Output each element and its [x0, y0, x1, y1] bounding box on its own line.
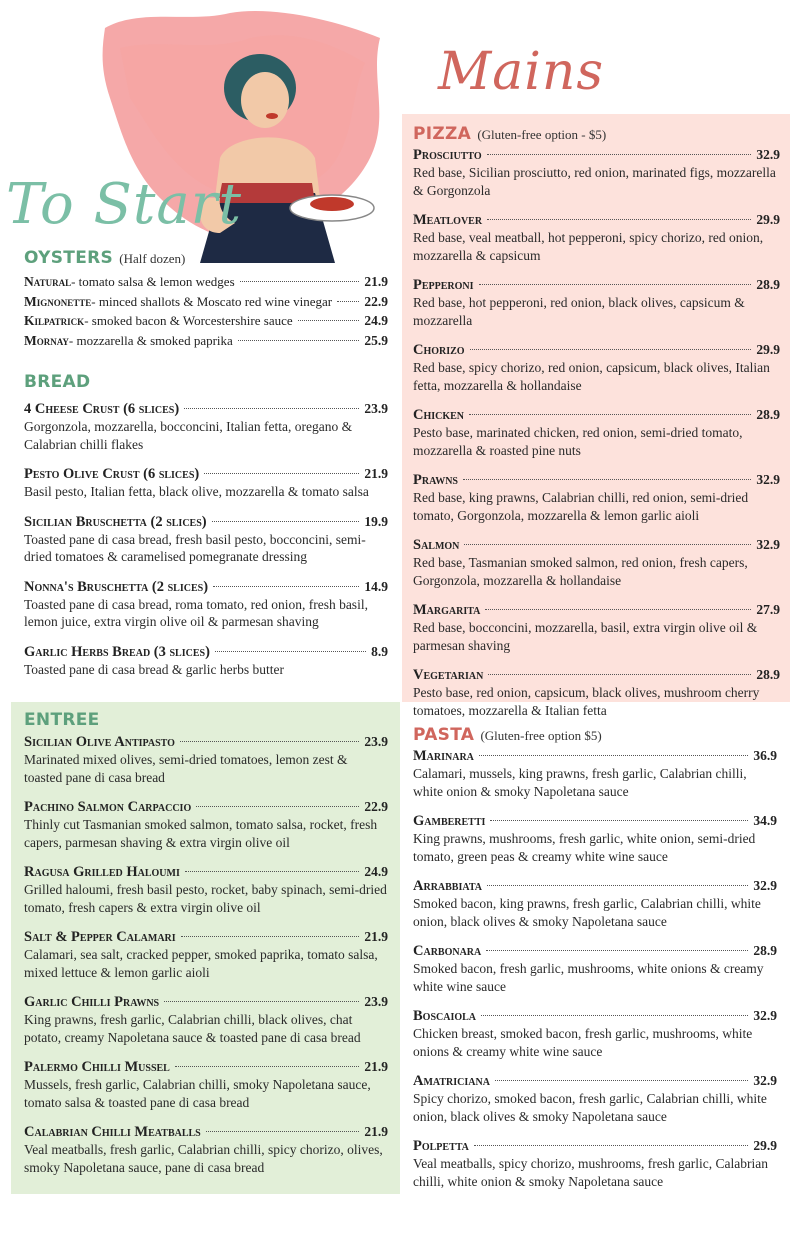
- menu-item-description: Red base, Tasmanian smoked salmon, red onion, fresh capers, Gorgonzola, mozzarella & hollandaise: [413, 555, 748, 588]
- menu-item-name: Boscaiola: [413, 1008, 477, 1024]
- menu-item-line: [413, 211, 780, 229]
- oysters-list: [24, 272, 388, 350]
- leader-dots: [487, 154, 752, 155]
- menu-item: [24, 993, 388, 1046]
- leader-dots: [479, 755, 748, 756]
- entree-panel: [11, 702, 400, 1194]
- menu-item-price: 32.9: [753, 1073, 777, 1088]
- menu-item: [413, 471, 780, 524]
- menu-item-line: [24, 513, 388, 531]
- menu-item-price: 21.9: [364, 1059, 388, 1074]
- menu-item-price: 27.9: [756, 602, 780, 617]
- menu-item-price: 34.9: [753, 813, 777, 828]
- menu-item-name: Nonna's Bruschetta (2 slices): [24, 578, 209, 595]
- leader-dots: [164, 1001, 359, 1002]
- menu-item: [413, 406, 780, 459]
- menu-item-price: 23.9: [364, 401, 388, 416]
- oyster-description: - mozzarella & smoked paprika: [68, 332, 233, 348]
- oysters-heading-text: OYSTERS: [24, 248, 114, 268]
- menu-item-price: 22.9: [364, 799, 388, 814]
- menu-item-description: Veal meatballs, fresh garlic, Calabrian chilli, spicy chorizo, olives, smoky Napoletana sauce, pane di casa bread: [24, 1142, 383, 1175]
- menu-item-line: [413, 1072, 777, 1090]
- leader-dots: [298, 320, 360, 321]
- menu-item: [413, 812, 777, 865]
- menu-item-name: Palermo Chilli Mussel: [24, 1059, 170, 1075]
- menu-item: [24, 400, 388, 453]
- pasta-heading: [413, 725, 777, 745]
- menu-item-name: Sicilian Olive Antipasto: [24, 734, 175, 750]
- oyster-item: [24, 311, 388, 331]
- oyster-price: 22.9: [364, 293, 388, 309]
- leader-dots: [490, 820, 748, 821]
- menu-item-line: [413, 601, 780, 619]
- oyster-name: Mornay: [24, 332, 69, 348]
- menu-item-line: [413, 406, 780, 424]
- menu-item: [24, 465, 388, 501]
- leader-dots: [240, 281, 360, 282]
- oyster-item: [24, 292, 388, 312]
- to-start-title: To Start: [6, 172, 243, 237]
- menu-item-name: Sicilian Bruschetta (2 slices): [24, 513, 207, 530]
- menu-item-name: 4 Cheese Crust (6 slices): [24, 401, 180, 417]
- leader-dots: [479, 284, 752, 285]
- menu-item-description: King prawns, fresh garlic, Calabrian chilli, black olives, chat potato, creamy Napoletana sauce & toasted pane di casa bread: [24, 1012, 361, 1045]
- menu-item: [413, 1137, 777, 1190]
- menu-item-name: Vegetarian: [413, 667, 484, 683]
- menu-item-price: 32.9: [756, 472, 780, 487]
- leader-dots: [463, 479, 751, 480]
- leader-dots: [485, 609, 751, 610]
- leader-dots: [469, 414, 751, 415]
- menu-item-name: Margarita: [413, 602, 481, 618]
- leader-dots: [488, 674, 751, 675]
- menu-item-line: [24, 863, 388, 881]
- menu-item-price: 28.9: [753, 943, 777, 958]
- entree-heading: ENTREE: [24, 710, 100, 730]
- menu-item-name: Amatriciana: [413, 1073, 490, 1089]
- leader-dots: [487, 219, 751, 220]
- leader-dots: [481, 1015, 748, 1016]
- menu-item-description: Veal meatballs, spicy chorizo, mushrooms, fresh garlic, Calabrian chilli, white onion & smoky Napoletana sauce: [413, 1156, 769, 1189]
- menu-item: [413, 146, 780, 199]
- menu-item-description: Smoked bacon, king prawns, fresh garlic, Calabrian chilli, white onion, black olives & smoky Napoletana sauce: [413, 896, 761, 929]
- menu-item-price: 29.9: [753, 1138, 777, 1153]
- menu-item-name: Calabrian Chilli Meatballs: [24, 1124, 201, 1140]
- oyster-price: 25.9: [364, 332, 388, 348]
- menu-item-name: Pesto Olive Crust (6 slices): [24, 466, 200, 482]
- menu-item-price: 23.9: [364, 994, 388, 1009]
- menu-item-description: Marinated mixed olives, semi-dried tomatoes, lemon zest & toasted pane di casa bread: [24, 752, 348, 785]
- menu-item-price: 21.9: [364, 466, 388, 481]
- menu-item-price: 28.9: [756, 667, 780, 682]
- menu-item: [413, 601, 780, 654]
- leader-dots: [206, 1131, 360, 1132]
- bread-heading: BREAD: [24, 372, 91, 392]
- leader-dots: [470, 349, 752, 350]
- menu-item-price: 14.9: [364, 578, 388, 594]
- leader-dots: [196, 806, 359, 807]
- menu-item: [413, 536, 780, 589]
- menu-item-line: [24, 465, 388, 483]
- pasta-list: [413, 747, 777, 1190]
- oyster-item: [24, 331, 388, 351]
- menu-item: [413, 942, 777, 995]
- oyster-price: 24.9: [364, 313, 388, 328]
- menu-item-line: [413, 146, 780, 164]
- menu-item-name: Gamberetti: [413, 813, 486, 829]
- leader-dots: [238, 340, 360, 341]
- pizza-panel: [402, 114, 790, 718]
- oyster-description: - tomato salsa & lemon wedges: [71, 274, 235, 289]
- menu-item: [24, 578, 388, 631]
- menu-item-line: [24, 400, 388, 418]
- menu-item-line: [413, 341, 780, 359]
- menu-item: [413, 1007, 777, 1060]
- pasta-heading-text: PASTA: [413, 725, 475, 745]
- menu-item-line: [413, 747, 777, 765]
- leader-dots: [175, 1066, 360, 1067]
- menu-item-description: Red base, Sicilian prosciutto, red onion, marinated figs, mozzarella & Gorgonzola: [413, 165, 776, 198]
- menu-item-line: [413, 942, 777, 960]
- menu-item-name: Arrabbiata: [413, 878, 482, 894]
- menu-item-line: [413, 1007, 777, 1025]
- menu-item-line: [24, 643, 388, 661]
- menu-item-line: [24, 733, 388, 751]
- menu-item-price: 24.9: [364, 864, 388, 879]
- oyster-item: [24, 272, 388, 292]
- menu-item-description: Smoked bacon, fresh garlic, mushrooms, white onions & creamy white wine sauce: [413, 961, 764, 994]
- leader-dots: [215, 651, 366, 652]
- menu-item-price: 28.9: [756, 277, 780, 292]
- menu-item-name: Carbonara: [413, 943, 482, 959]
- leader-dots: [204, 473, 359, 474]
- menu-item: [413, 211, 780, 264]
- menu-item: [413, 341, 780, 394]
- leader-dots: [212, 521, 360, 522]
- leader-dots: [181, 936, 360, 937]
- menu-item: [24, 863, 388, 916]
- menu-item-name: Salt & Pepper Calamari: [24, 929, 176, 945]
- pizza-list: [413, 146, 780, 719]
- menu-item-description: Red base, bocconcini, mozzarella, basil, extra virgin olive oil & parmesan shaving: [413, 620, 758, 653]
- oysters-note: (Half dozen): [119, 251, 186, 266]
- menu-item: [24, 1123, 388, 1176]
- leader-dots: [185, 871, 360, 872]
- menu-item-description: Toasted pane di casa bread, roma tomato, red onion, fresh basil, lemon juice, extra virgin olive oil & parmesan shaving: [24, 596, 368, 629]
- leader-dots: [495, 1080, 748, 1081]
- mains-title: Mains: [438, 42, 605, 102]
- oyster-price: 21.9: [364, 274, 388, 289]
- menu-item-price: 32.9: [753, 878, 777, 893]
- menu-item-price: 8.9: [371, 643, 388, 659]
- menu-item-price: 29.9: [756, 212, 780, 227]
- menu-item-description: Gorgonzola, mozzarella, bocconcini, Italian fetta, oregano & Calabrian chilli flakes: [24, 419, 353, 452]
- menu-item: [24, 733, 388, 786]
- leader-dots: [180, 741, 359, 742]
- oyster-name: Natural: [24, 274, 72, 289]
- menu-item-line: [24, 1123, 388, 1141]
- oyster-name: Mignonette: [24, 293, 92, 309]
- menu-item-name: Pepperoni: [413, 277, 474, 293]
- left-top-column: [24, 248, 388, 678]
- menu-item: [24, 643, 388, 679]
- menu-item-line: [24, 798, 388, 816]
- pizza-note: (Gluten-free option - $5): [477, 127, 607, 142]
- oyster-description: - smoked bacon & Worcestershire sauce: [84, 313, 293, 328]
- menu-item-name: Polpetta: [413, 1138, 469, 1154]
- menu-item: [413, 877, 777, 930]
- menu-item-name: Garlic Herbs Bread (3 slices): [24, 643, 210, 660]
- menu-item-line: [413, 471, 780, 489]
- menu-item-description: Spicy chorizo, smoked bacon, fresh garlic, Calabrian chilli, white onion, black olives & smoky Napoletana sauce: [413, 1091, 767, 1124]
- menu-item-name: Prawns: [413, 472, 458, 488]
- menu-item-description: Mussels, fresh garlic, Calabrian chilli, smoky Napoletana sauce, tomato salsa & toasted pane di casa bread: [24, 1077, 371, 1110]
- menu-item-description: Red base, veal meatball, hot pepperoni, spicy chorizo, red onion, mozzarella & capsicum: [413, 230, 764, 263]
- menu-item-line: [413, 276, 780, 294]
- menu-item-name: Pachino Salmon Carpaccio: [24, 799, 192, 815]
- leader-dots: [474, 1145, 748, 1146]
- menu-item-description: Chicken breast, smoked bacon, fresh garlic, mushrooms, white onions & creamy white wine sauce: [413, 1026, 753, 1059]
- menu-item-line: [24, 928, 388, 946]
- menu-item-name: Garlic Chilli Prawns: [24, 994, 160, 1010]
- menu-item-description: Grilled haloumi, fresh basil pesto, rocket, baby spinach, semi-dried tomato, fresh capers & extra virgin olive oil: [24, 882, 387, 915]
- pizza-heading: [413, 124, 780, 144]
- menu-item-price: 32.9: [753, 1008, 777, 1023]
- menu-item-description: King prawns, mushrooms, fresh garlic, white onion, semi-dried tomato, green peas & creamy white wine sauce: [413, 831, 756, 864]
- menu-item: [413, 747, 777, 800]
- menu-item: [413, 1072, 777, 1125]
- leader-dots: [487, 885, 748, 886]
- menu-item-description: Toasted pane di casa bread, fresh basil pesto, bocconcini, semi-dried tomatoes & caramelised pomegranate dressing: [24, 531, 366, 564]
- menu-item-price: 21.9: [364, 1124, 388, 1139]
- menu-item-line: [24, 993, 388, 1011]
- bread-list: [24, 400, 388, 678]
- menu-item-description: Red base, hot pepperoni, red onion, black olives, capsicum & mozzarella: [413, 295, 745, 328]
- menu-item-price: 19.9: [364, 513, 388, 529]
- menu-item-description: Red base, king prawns, Calabrian chilli, red onion, semi-dried tomato, Gorgonzola, mozzarella & lemon garlic aioli: [413, 490, 749, 523]
- menu-item: [24, 928, 388, 981]
- menu-item-name: Ragusa Grilled Haloumi: [24, 864, 180, 880]
- menu-item-price: 36.9: [753, 748, 777, 763]
- menu-item-line: [413, 1137, 777, 1155]
- menu-item-description: Calamari, sea salt, cracked pepper, smoked paprika, tomato salsa, mixed lettuce & lemon garlic aioli: [24, 947, 378, 980]
- menu-item-description: Calamari, mussels, king prawns, fresh garlic, Calabrian chilli, white onion & smoky Napoletana sauce: [413, 766, 747, 799]
- menu-item-name: Salmon: [413, 537, 460, 553]
- pizza-heading-text: PIZZA: [413, 124, 472, 144]
- oyster-name: Kilpatrick: [24, 313, 85, 328]
- menu-item-line: [24, 578, 388, 596]
- menu-item-line: [24, 1058, 388, 1076]
- menu-item-description: Pesto base, red onion, capsicum, black olives, mushroom cherry tomatoes, mozzarella & Italian fetta: [413, 685, 760, 718]
- menu-item: [413, 666, 780, 719]
- menu-item-name: Marinara: [413, 748, 474, 764]
- menu-item: [413, 276, 780, 329]
- menu-item-description: Toasted pane di casa bread & garlic herbs butter: [24, 661, 284, 677]
- menu-item-description: Pesto base, marinated chicken, red onion, semi-dried tomato, mozzarella & roasted pine nuts: [413, 425, 743, 458]
- menu-item-price: 21.9: [364, 929, 388, 944]
- menu-item: [24, 513, 388, 566]
- menu-item-name: Prosciutto: [413, 147, 482, 163]
- menu-item-name: Chicken: [413, 407, 465, 423]
- menu-item-line: [413, 812, 777, 830]
- menu-item-description: Thinly cut Tasmanian smoked salmon, tomato salsa, rocket, fresh capers, parmesan shaving & extra virgin olive oil: [24, 817, 378, 850]
- pasta-column: [413, 725, 777, 1190]
- menu-item-price: 28.9: [756, 407, 780, 422]
- menu-item-price: 29.9: [756, 342, 780, 357]
- menu-item-description: Basil pesto, Italian fetta, black olive, mozzarella & tomato salsa: [24, 484, 369, 499]
- menu-item-line: [413, 877, 777, 895]
- leader-dots: [486, 950, 748, 951]
- leader-dots: [464, 544, 751, 545]
- leader-dots: [184, 408, 359, 409]
- entree-list: [24, 733, 388, 1176]
- menu-item-name: Chorizo: [413, 342, 465, 358]
- menu-item-line: [413, 536, 780, 554]
- menu-item-price: 32.9: [756, 537, 780, 552]
- menu-item: [24, 1058, 388, 1111]
- menu-item-line: [413, 666, 780, 684]
- menu-item-name: Meatlover: [413, 212, 483, 228]
- menu-item-description: Red base, spicy chorizo, red onion, capsicum, black olives, Italian fetta, mozzarella & hollandaise: [413, 360, 770, 393]
- oyster-description: - minced shallots & Moscato red wine vinegar: [91, 293, 333, 309]
- menu-item-price: 32.9: [756, 147, 780, 162]
- oysters-heading: [24, 248, 388, 268]
- menu-item: [24, 798, 388, 851]
- pasta-note: (Gluten-free option $5): [480, 728, 602, 743]
- leader-dots: [213, 586, 359, 587]
- menu-item-price: 23.9: [364, 734, 388, 749]
- leader-dots: [337, 301, 359, 302]
